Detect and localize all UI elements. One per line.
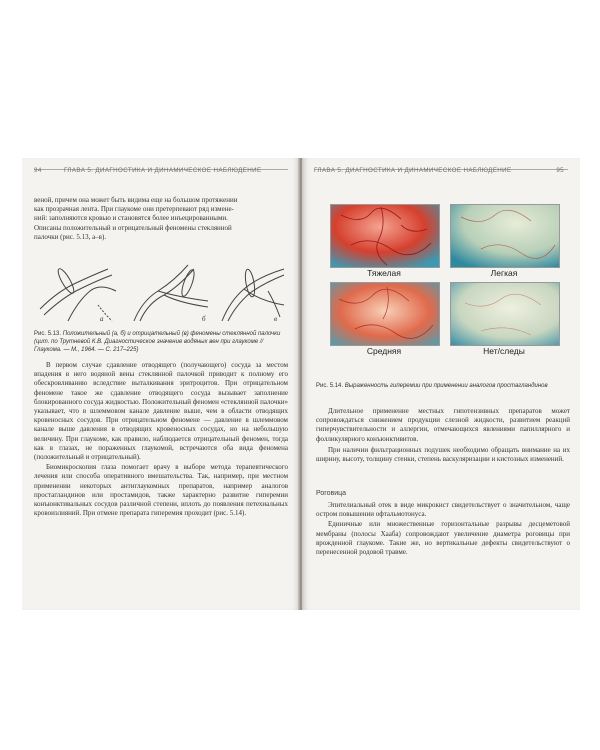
figure-5-14-caption	[316, 382, 570, 390]
right-header-title: ГЛАВА 5. ДИАГНОСТИКА И ДИНАМИЧЕСКОЕ НАБЛЮДЕНИЕ	[314, 167, 512, 174]
section-heading-cornea: Роговица	[316, 490, 347, 497]
right-body-text	[316, 407, 570, 464]
caption-number: Рис. 5.13.	[34, 331, 62, 337]
fig-label-a: а	[100, 315, 104, 323]
fig-label-v: в	[274, 315, 278, 323]
paragraph: В первом случае сдавление отводящего (получающего) сосуда за местом впадения в него водяной вены стеклянной палочкой приводит к полному его обескровливанию вследствие выталкивания эритроцитов. При отрицательном феномене такое же сдавление отводящего сосуда вызывает заполнение блокированного сосуда жидкостью. Положительный феномен «стеклянной палочки» указывает, что в шлеммовом канале давление выше, чем в области отводящих кровеносных сосудов. При отрицательном феномене — давление в шлеммовом канале выше давления в отводящих кровеносных сосудах, но на небольшую величину. При глаукоме, как правило, наблюдается отрицательный феномен, тогда как в глазах, не пораженных глаукомой, встречаются оба вида феномена (положительный и отрицательный).	[34, 361, 288, 462]
fig-label-b: б	[202, 315, 206, 323]
photo-label: Тяжелая	[367, 268, 401, 278]
left-page-number: 94	[34, 167, 42, 174]
text-line: веной, причем она может быть видима еще на большом протяжении	[34, 196, 238, 204]
left-header-title: ГЛАВА 5. ДИАГНОСТИКА И ДИНАМИЧЕСКОЕ НАБЛЮДЕНИЕ	[64, 167, 262, 174]
paragraph: Биомикроскопия глаза помогает врачу в выборе метода терапевтического лечения или способа оперативного вмешательства. Так, например, при местном применении некоторых антиглаукомных препаратов, например аналогов простагландинов или простамидов, также характерно развитие гиперемии конъюнктивальных сосудов различной степени, вплоть до появления петехиальных кровоизлияний. При отмене препарата гиперемия проходит (рис. 5.14).	[34, 463, 288, 518]
right-page	[302, 158, 580, 610]
photo-label: Средняя	[366, 346, 402, 356]
paragraph: Единичные или множественные горизонтальные разрывы десцеметовой мембраны (полосы Хааба) сопровождают увеличение диаметра роговицы при врожденной глаукоме. Такие же, но вертикальные дефекты свидетельствуют о перенесенной родовой травме.	[316, 520, 570, 557]
paragraph: Эпителиальный отек в виде микрокист свидетельствует о значительном, чаще остром повышении офтальмотонуса.	[316, 501, 570, 519]
caption-text: Положительный (а, б) и отрицательный (в) феномены стеклянной палочки (цит. по Трутневой К.В. Диагностическое значение водяных вен при глаукоме // Глаукома. — М., 1964. — С. 217–225)	[34, 331, 281, 353]
text-line: палочки (рис. 5.13, а–в).	[34, 232, 107, 241]
photo-label: Нет/следы	[483, 346, 525, 356]
left-body-text	[34, 361, 288, 518]
photo-moderate-hyperemia	[330, 282, 440, 346]
book-spread	[22, 158, 580, 610]
right-page-number: 95	[556, 167, 564, 174]
right-cornea-text	[316, 501, 570, 557]
left-page	[22, 158, 300, 610]
caption-number: Рис. 5.14.	[316, 383, 344, 389]
right-running-header	[314, 167, 568, 174]
text-line: как прозрачная лента. При глаукоме они претерпевают ряд измене-	[34, 205, 234, 214]
figure-5-13-caption	[34, 330, 288, 354]
left-top-text	[34, 196, 288, 242]
text-line: ний: заполняются кровью и становятся более инъецированными.	[34, 214, 228, 223]
photo-no-hyperemia	[450, 282, 560, 346]
paragraph: При наличии фильтрационных подушек необходимо обращать внимание на их ширину, высоту, толщину стенки, степень васкуляризации и кистозных изменений.	[316, 445, 570, 464]
figure-5-13-drawing	[38, 261, 286, 323]
photo-severe-hyperemia	[330, 204, 440, 268]
left-running-header	[34, 167, 288, 174]
caption-text: Выраженность гиперемии при применении аналогов простагландинов	[344, 383, 548, 389]
photo-mild-hyperemia	[450, 204, 560, 268]
text-line: Описаны положительный и отрицательный феномены стеклянной	[34, 223, 232, 232]
photo-label: Легкая	[490, 268, 518, 278]
paragraph: Длительное применение местных гипотензивных препаратов может сопровождаться снижением продукции слезной жидкости, развитием реакций гиперчувствительности и аллергии, отмечающихся явлениями папиллярного и фолликулярного конъюнктивитов.	[316, 407, 570, 443]
